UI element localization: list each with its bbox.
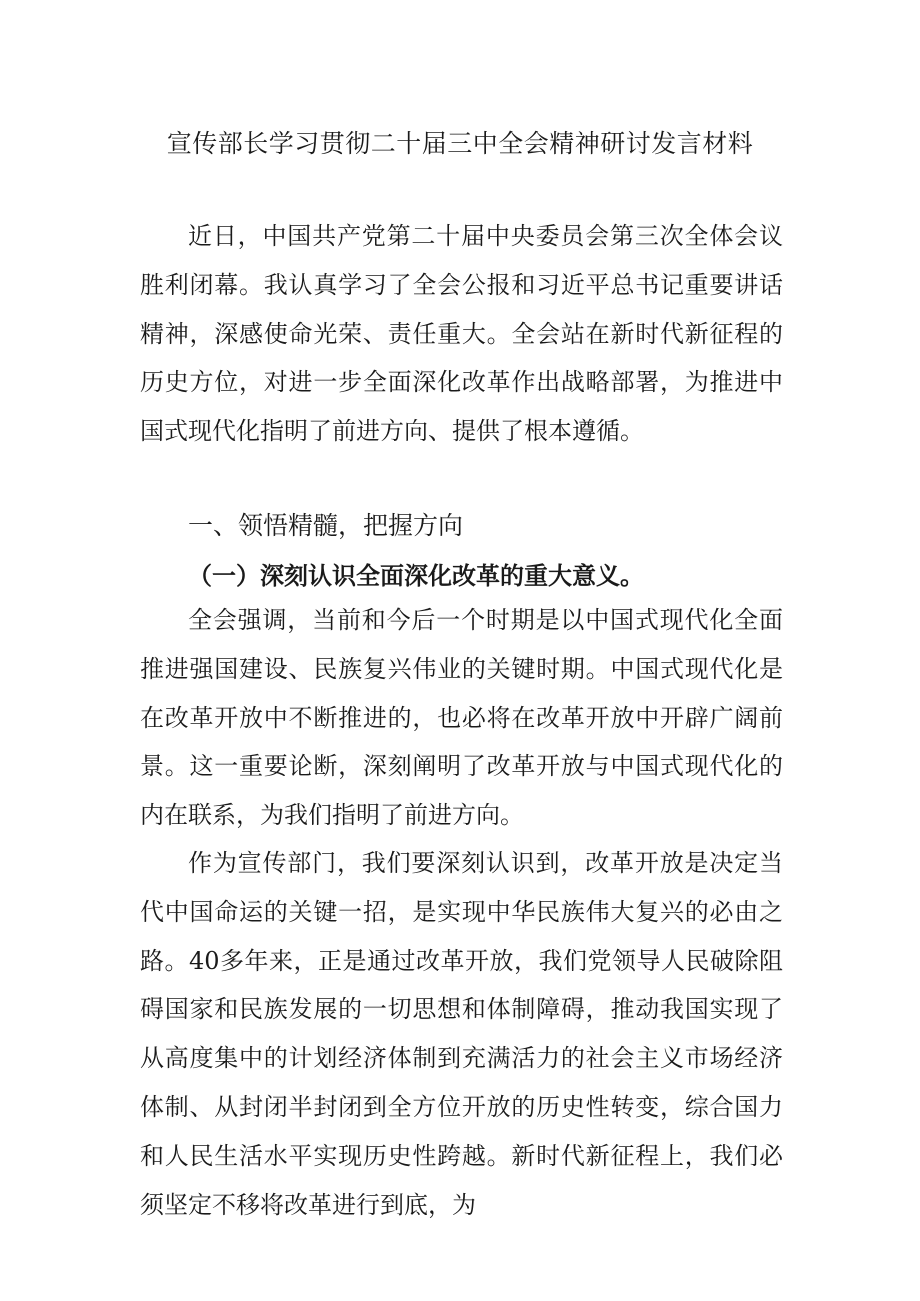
section-heading-1: 一、领悟精髓，把握方向 (188, 511, 464, 540)
intro-paragraph: 近日，中国共产党第二十届中央委员会第三次全体会议胜利闭幕。我认真学习了全会公报和习近平总书记重要讲话精神，深感使命光荣、责任重大。全会站在新时代新征程的历史方位，对进一步全面深化改革作出战略部署，为推进中国式现代化指明了前进方向、提供了根本遵循。 (140, 222, 783, 446)
body-paragraph-1: 全会强调，当前和今后一个时期是以中国式现代化全面推进强国建设、民族复兴伟业的关键时期。中国式现代化是在改革开放中不断推进的，也必将在改革开放中开辟广阔前景。这一重要论断，深刻阐明了改革开放与中国式现代化的内在联系，为我们指明了前进方向。 (140, 606, 783, 830)
body-paragraph-2: 作为宣传部门，我们要深刻认识到，改革开放是决定当代中国命运的关键一招，是实现中华民族伟大复兴的必由之路。40多年来，正是通过改革开放，我们党领导人民破除阻碍国家和民族发展的一切思想和体制障碍，推动我国实现了从高度集中的计划经济体制到充满活力的社会主义市场经济体制、从封闭半封闭到全方位开放的历史性转变，综合国力和人民生活水平实现历史性跨越。新时代新征程上，我们必须坚定不移将改革进行到底，为 (140, 849, 783, 1219)
subsection-heading-1: （一）深刻认识全面深化改革的重大意义。 (188, 561, 644, 590)
document-title: 宣传部长学习贯彻二十届三中全会精神研讨发言材料 (166, 129, 754, 158)
